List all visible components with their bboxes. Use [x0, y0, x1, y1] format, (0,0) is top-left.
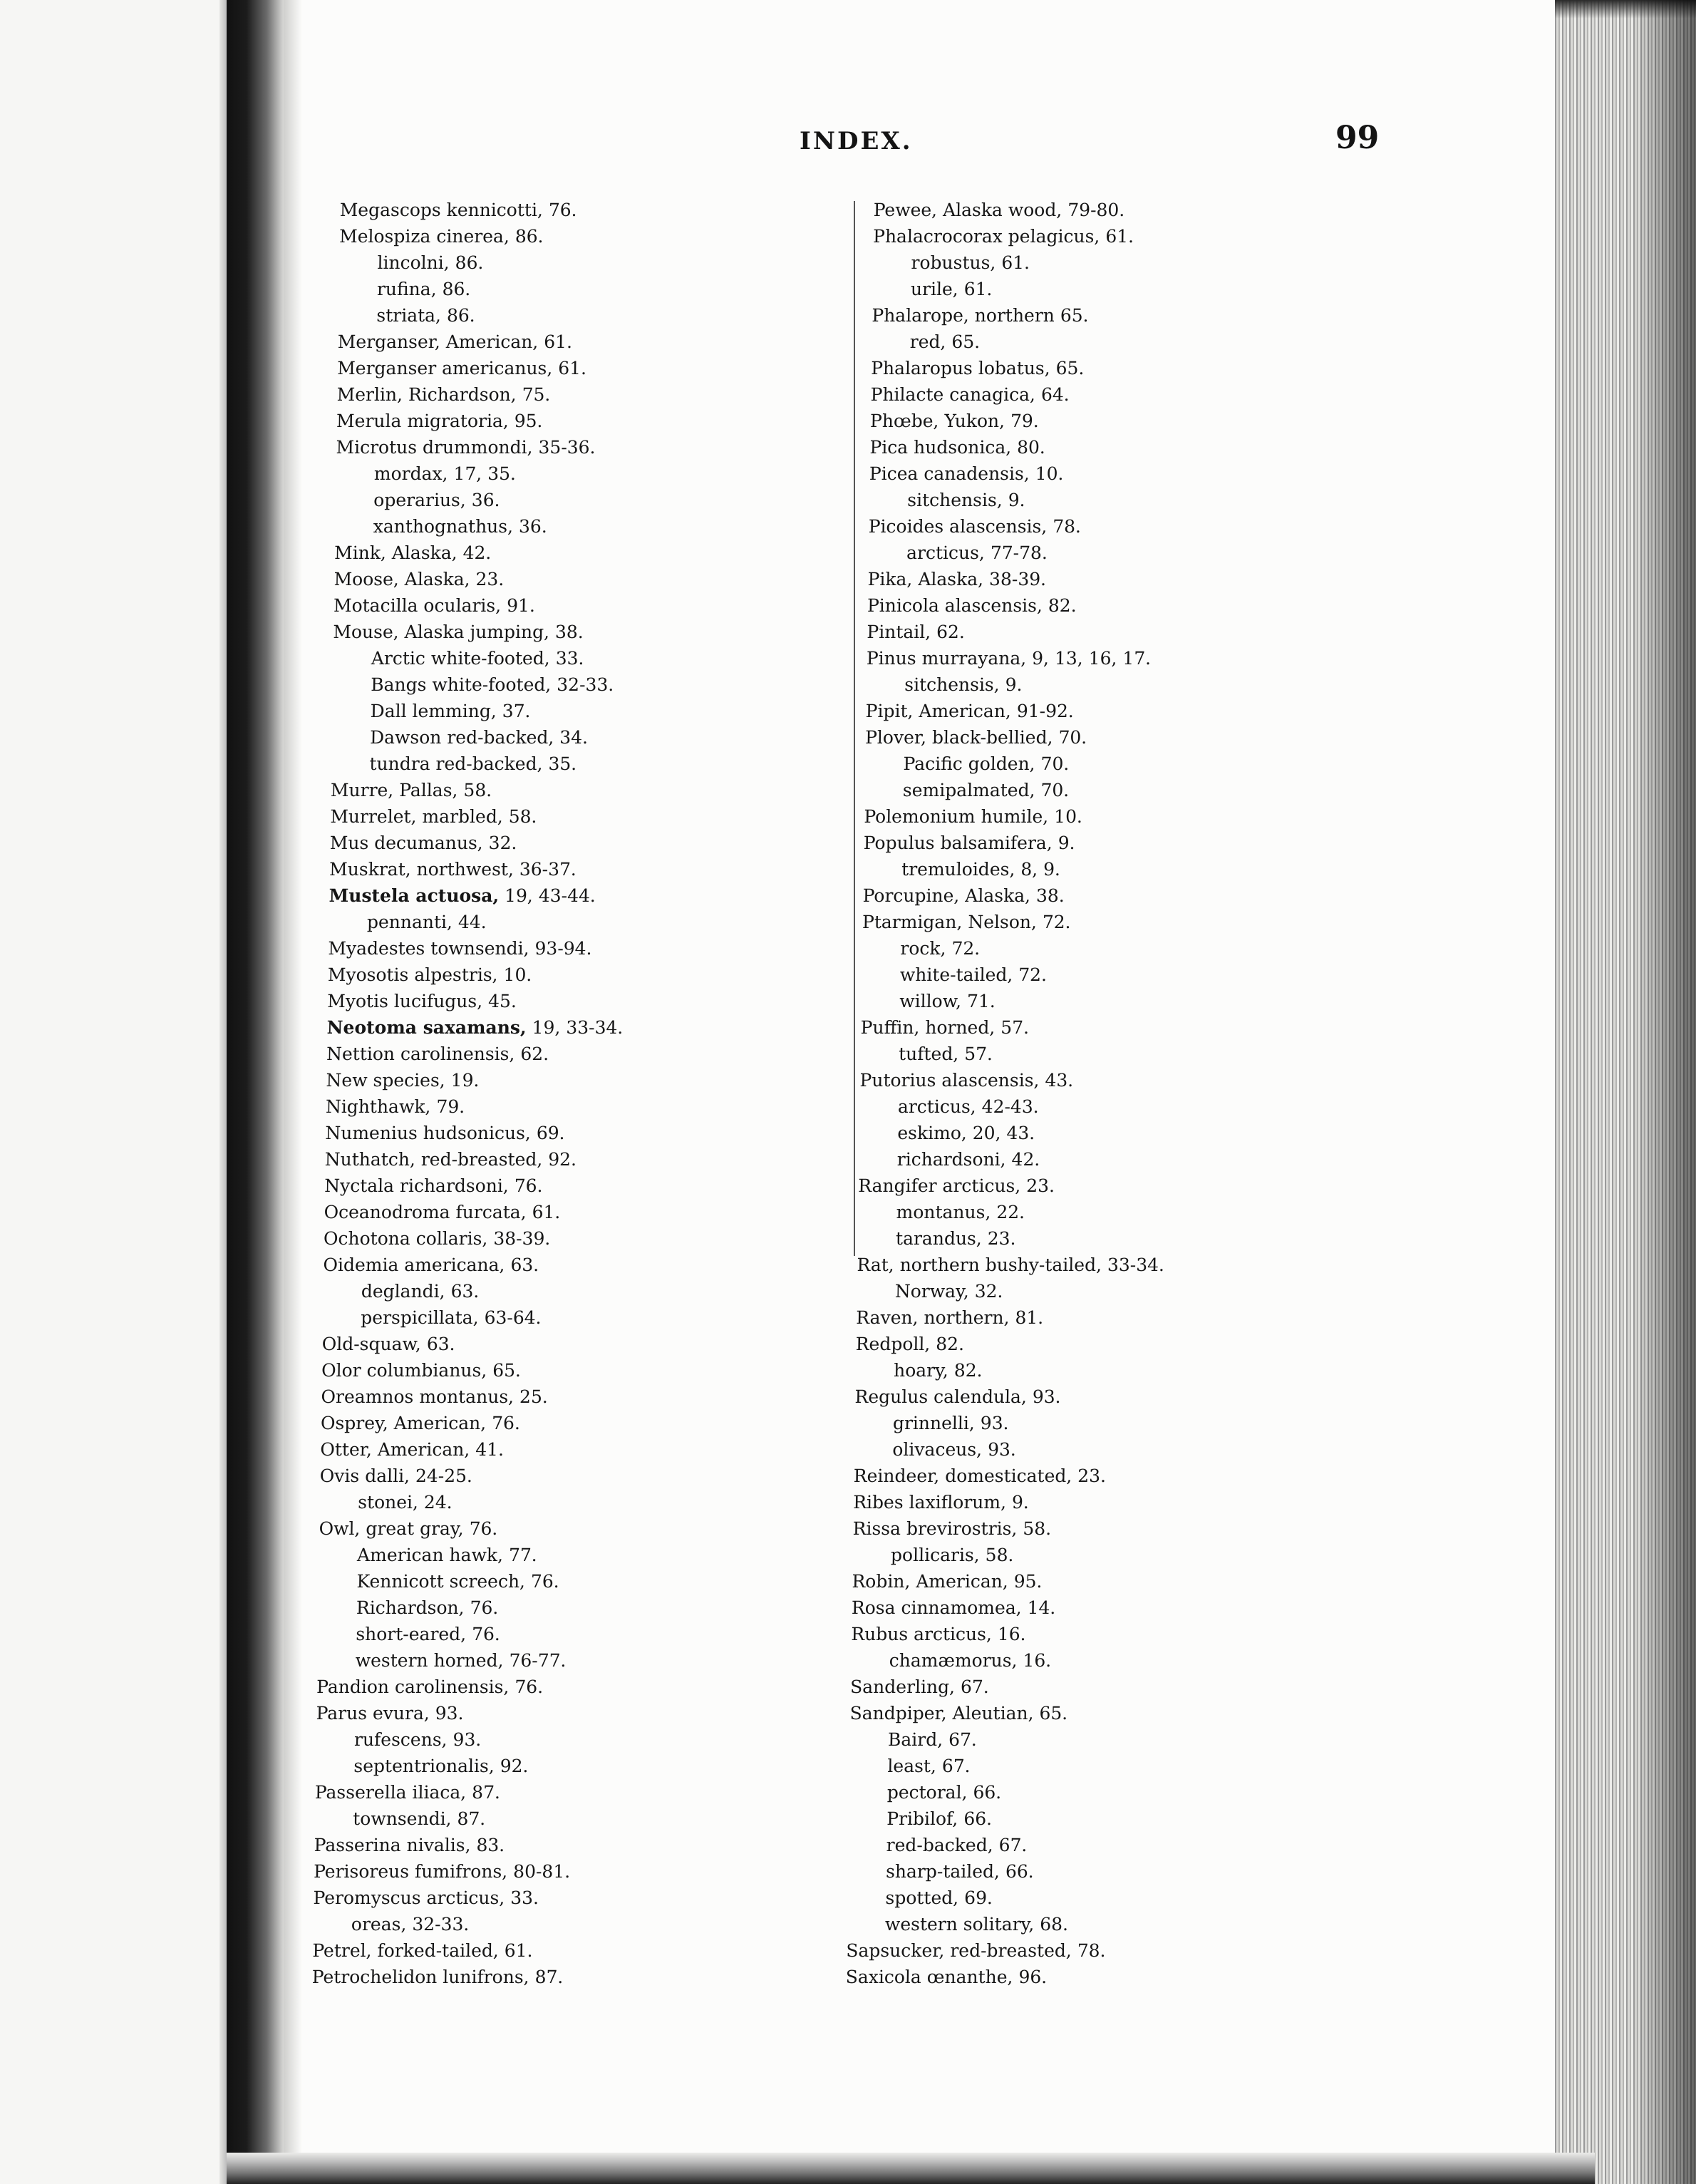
index-entry: Nighthawk, 79. [325, 1096, 465, 1117]
index-subentry: tarandus, 23. [895, 1228, 1016, 1249]
index-subentry: Baird, 67. [887, 1729, 978, 1750]
index-entry: Reindeer, domesticated, 23. [853, 1466, 1107, 1486]
index-subentry: semipalmated, 70. [902, 780, 1070, 800]
index-entry: Phalarope, northern 65. [872, 305, 1089, 326]
index-subentry: grinnelli, 93. [892, 1413, 1009, 1433]
index-entry: Murrelet, marbled, 58. [330, 806, 537, 827]
index-entry: Pewee, Alaska wood, 79-80. [873, 200, 1125, 220]
page-stack-shade [1632, 0, 1696, 2184]
index-entry: Petrel, forked-tailed, 61. [312, 1940, 533, 1961]
index-entry: Robin, American, 95. [852, 1571, 1043, 1592]
index-subentry: tundra red-backed, 35. [369, 753, 577, 774]
index-entry: Parus evura, 93. [316, 1703, 464, 1724]
new-species-term: Neotoma saxamans, [326, 1017, 527, 1038]
index-entry: Ovis dalli, 24-25. [319, 1466, 473, 1486]
index-entry: Phœbe, Yukon, 79. [869, 411, 1040, 431]
index-subentry: rock, 72. [900, 938, 981, 959]
index-entry: Putorius alascensis, 43. [859, 1070, 1074, 1091]
index-entry: Mink, Alaska, 42. [333, 542, 492, 563]
index-entry: Numenius hudsonicus, 69. [325, 1123, 565, 1143]
index-subentry: rufina, 86. [376, 279, 471, 299]
index-entry: Regulus calendula, 93. [854, 1386, 1061, 1407]
index-subentry: oreas, 32-33. [351, 1914, 470, 1935]
index-entry: Passerella iliaca, 87. [314, 1782, 501, 1803]
index-entry: Rosa cinnamomea, 14. [851, 1597, 1056, 1618]
index-subentry: Kennicott screech, 76. [356, 1571, 559, 1592]
index-entry: Raven, northern, 81. [856, 1307, 1044, 1328]
index-subentry: white-tailed, 72. [899, 964, 1048, 985]
index-entry: Rat, northern bushy-tailed, 33-34. [857, 1255, 1165, 1275]
index-entry [326, 1014, 726, 1041]
index-entry: Nyctala richardsoni, 76. [324, 1175, 543, 1196]
index-entry: Ochotona collaris, 38-39. [323, 1228, 551, 1249]
index-subentry: willow, 71. [899, 991, 996, 1011]
index-subentry: red, 65. [909, 331, 981, 352]
page-number: 99 [1335, 120, 1380, 156]
index-subentry: tremuloides, 8, 9. [901, 859, 1061, 880]
index-subentry: red-backed, 67. [886, 1835, 1028, 1855]
index-subentry: western solitary, 68. [884, 1914, 1069, 1935]
page-references: 19, 33-34. [526, 1017, 624, 1038]
index-entry: Melospiza cinerea, 86. [338, 226, 544, 247]
index-subentry: stonei, 24. [358, 1492, 453, 1513]
index-entry [329, 882, 728, 909]
index-entry: Olor columbianus, 65. [321, 1360, 522, 1381]
index-subentry: Norway, 32. [894, 1281, 1003, 1302]
index-subentry: pollicaris, 58. [890, 1545, 1014, 1565]
index-entry: Sandpiper, Aleutian, 65. [849, 1703, 1068, 1724]
index-subentry: lincolni, 86. [377, 252, 484, 273]
index-entry: Osprey, American, 76. [320, 1413, 521, 1433]
index-entry: Redpoll, 82. [855, 1334, 965, 1354]
index-subentry: sitchensis, 9. [907, 490, 1025, 510]
index-entry: Motacilla ocularis, 91. [333, 595, 536, 616]
index-entry: Sanderling, 67. [849, 1676, 990, 1697]
index-subentry: Pribilof, 66. [886, 1808, 993, 1829]
new-species-term: Mustela actuosa, [329, 885, 500, 906]
index-subentry: rufescens, 93. [353, 1729, 482, 1750]
index-entry: Saxicola œnanthe, 96. [845, 1967, 1048, 1987]
index-entry: Owl, great gray, 76. [319, 1518, 498, 1539]
index-subentry: robustus, 61. [911, 252, 1030, 273]
index-entry: Rissa brevirostris, 58. [852, 1518, 1052, 1539]
index-entry: Myotis lucifugus, 45. [327, 991, 517, 1011]
gutter-shadow [284, 0, 302, 2153]
index-entry: Mus decumanus, 32. [329, 833, 517, 853]
index-entry: Populus balsamifera, 9. [863, 833, 1075, 853]
index-entry: Moose, Alaska, 23. [333, 569, 505, 589]
index-entry: Merganser americanus, 61. [336, 358, 587, 378]
index-entry: Megascops kennicotti, 76. [339, 200, 577, 220]
index-entry: Passerina nivalis, 83. [314, 1835, 505, 1855]
index-subentry: short-eared, 76. [356, 1624, 501, 1644]
index-entry: Nettion carolinensis, 62. [326, 1044, 549, 1064]
index-subentry: Pacific golden, 70. [903, 753, 1070, 774]
index-subentry: arcticus, 42-43. [897, 1096, 1039, 1117]
book-gutter [227, 0, 284, 2184]
index-entry: Petrochelidon lunifrons, 87. [311, 1967, 564, 1987]
index-subentry: western horned, 76-77. [355, 1650, 567, 1671]
index-entry: Mouse, Alaska jumping, 38. [333, 622, 584, 642]
index-entry: Myosotis alpestris, 10. [327, 964, 532, 985]
index-entry: Phalacrocorax pelagicus, 61. [872, 226, 1134, 247]
index-entry: Myadestes townsendi, 93-94. [328, 938, 592, 959]
index-subentry: sharp-tailed, 66. [885, 1861, 1034, 1882]
index-entry: New species, 19. [326, 1070, 480, 1091]
index-subentry: American hawk, 77. [356, 1545, 537, 1565]
index-entry: Murre, Pallas, 58. [330, 780, 492, 800]
index-subentry: Dall lemming, 37. [370, 701, 531, 721]
index-subentry: montanus, 22. [896, 1202, 1025, 1222]
index-subentry: deglandi, 63. [361, 1281, 480, 1302]
index-subentry: olivaceus, 93. [892, 1439, 1017, 1460]
index-subentry: mordax, 17, 35. [373, 463, 517, 484]
index-entry: Oreamnos montanus, 25. [321, 1386, 549, 1407]
index-entry: Peromyscus arcticus, 33. [313, 1887, 539, 1908]
index-entry: Otter, American, 41. [320, 1439, 505, 1460]
index-entry: Plover, black-bellied, 70. [864, 727, 1087, 748]
index-entry: Sapsucker, red-breasted, 78. [846, 1940, 1106, 1961]
index-subentry: townsendi, 87. [353, 1808, 486, 1829]
index-column-right [845, 197, 1273, 1990]
index-entry: Rangifer arcticus, 23. [857, 1175, 1055, 1196]
index-entry: Pipit, American, 91-92. [865, 701, 1075, 721]
index-subentry: Arctic white-footed, 33. [371, 648, 584, 669]
index-subentry: richardsoni, 42. [896, 1149, 1040, 1170]
index-subentry: least, 67. [887, 1756, 971, 1776]
index-entry: Muskrat, northwest, 36-37. [329, 859, 577, 880]
index-entry: Picoides alascensis, 78. [868, 516, 1082, 537]
index-entry: Puffin, horned, 57. [860, 1017, 1030, 1038]
index-entry: Phalaropus lobatus, 65. [870, 358, 1085, 378]
page-references: 19, 43-44. [498, 885, 596, 906]
index-subentry: Dawson red-backed, 34. [369, 727, 589, 748]
index-entry: Old-squaw, 63. [321, 1334, 455, 1354]
index-entry: Polemonium humile, 10. [864, 806, 1083, 827]
index-subentry: pectoral, 66. [886, 1782, 1002, 1803]
index-entry: Ptarmigan, Nelson, 72. [862, 912, 1071, 932]
index-subentry: tufted, 57. [898, 1044, 993, 1064]
index-entry: Pintail, 62. [867, 622, 966, 642]
index-entry: Microtus drummondi, 35-36. [336, 437, 596, 458]
index-subentry: xanthognathus, 36. [373, 516, 548, 537]
index-subentry: chamæmorus, 16. [889, 1650, 1052, 1671]
index-subentry: hoary, 82. [893, 1360, 983, 1381]
page-stack-edge [1555, 0, 1696, 2184]
index-entry: Merula migratoria, 95. [336, 411, 543, 431]
facing-page [0, 0, 227, 2184]
index-column-left [311, 197, 739, 1990]
index-entry: Nuthatch, red-breasted, 92. [324, 1149, 577, 1170]
index-subentry: sitchensis, 9. [904, 674, 1023, 695]
index-entry: Pica hudsonica, 80. [869, 437, 1046, 458]
index-entry: Oceanodroma furcata, 61. [324, 1202, 561, 1222]
page-bottom-edge [227, 2153, 1595, 2184]
index-subentry: operarius, 36. [373, 490, 500, 510]
index-subentry: Richardson, 76. [356, 1597, 499, 1618]
index-entry: Pandion carolinensis, 76. [316, 1676, 544, 1697]
index-entry: Merlin, Richardson, 75. [336, 384, 551, 405]
index-entry: Ribes laxiflorum, 9. [853, 1492, 1030, 1513]
index-entry: Oidemia americana, 63. [323, 1255, 539, 1275]
index-subentry: arcticus, 77-78. [906, 542, 1048, 563]
index-subentry: striata, 86. [376, 305, 475, 326]
index-entry: Pinus murrayana, 9, 13, 16, 17. [866, 648, 1152, 669]
index-subentry: urile, 61. [910, 279, 993, 299]
index-subentry: spotted, 69. [885, 1887, 993, 1908]
index-entry: Pinicola alascensis, 82. [867, 595, 1077, 616]
index-entry: Merganser, American, 61. [337, 331, 573, 352]
index-subentry: eskimo, 20, 43. [897, 1123, 1035, 1143]
index-entry: Porcupine, Alaska, 38. [862, 885, 1065, 906]
facing-page-edge [219, 0, 227, 2184]
index-entry: Perisoreus fumifrons, 80-81. [313, 1861, 571, 1882]
index-entry: Philacte canagica, 64. [870, 384, 1070, 405]
running-head: INDEX. [800, 127, 913, 155]
index-subentry: septentrionalis, 92. [353, 1756, 529, 1776]
column-divider [854, 201, 855, 1256]
index-entry: Rubus arcticus, 16. [851, 1624, 1026, 1644]
index-entry: Pika, Alaska, 38-39. [867, 569, 1047, 589]
index-subentry: Bangs white-footed, 32-33. [371, 674, 614, 695]
index-entry: Picea canadensis, 10. [869, 463, 1064, 484]
index-subentry: perspicillata, 63-64. [361, 1307, 542, 1328]
index-subentry: pennanti, 44. [366, 912, 487, 932]
